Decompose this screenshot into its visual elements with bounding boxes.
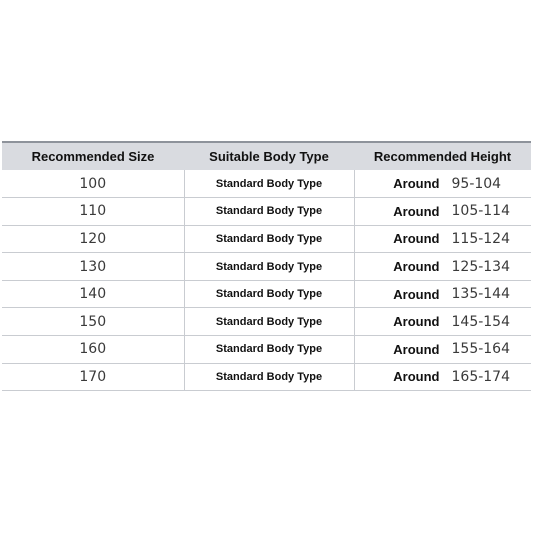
table-row <box>2 308 531 336</box>
cell-suitable-body-type: Standard Body Type <box>184 308 354 336</box>
height-around-label: Around <box>393 369 440 385</box>
height-range-value: 165-174 <box>451 368 510 385</box>
cell-recommended-height <box>354 253 531 281</box>
height-around-label: Around <box>393 231 440 247</box>
height-around-label: Around <box>393 259 440 275</box>
cell-recommended-height <box>354 198 531 226</box>
table-row <box>2 280 531 308</box>
cell-recommended-height <box>354 308 531 336</box>
height-around-label: Around <box>393 341 440 357</box>
cell-recommended-height <box>354 280 531 308</box>
height-around-label: Around <box>393 286 440 302</box>
height-around-label: Around <box>393 176 440 192</box>
cell-suitable-body-type: Standard Body Type <box>184 225 354 253</box>
cell-recommended-height <box>354 336 531 364</box>
table-row <box>2 336 531 364</box>
cell-recommended-size: 100 <box>2 170 184 198</box>
table-header-row <box>2 142 531 170</box>
header-recommended-size: Recommended Size <box>2 142 184 170</box>
cell-suitable-body-type: Standard Body Type <box>184 336 354 364</box>
cell-recommended-size: 130 <box>2 253 184 281</box>
table-row <box>2 363 531 391</box>
table-row <box>2 253 531 281</box>
cell-recommended-size: 120 <box>2 225 184 253</box>
cell-suitable-body-type: Standard Body Type <box>184 280 354 308</box>
height-around-label: Around <box>393 314 440 330</box>
height-range-value: 145-154 <box>451 313 510 330</box>
cell-recommended-size: 170 <box>2 363 184 391</box>
cell-recommended-height <box>354 363 531 391</box>
size-chart-table <box>2 141 531 391</box>
cell-suitable-body-type: Standard Body Type <box>184 170 354 198</box>
cell-suitable-body-type: Standard Body Type <box>184 198 354 226</box>
table-row <box>2 225 531 253</box>
cell-recommended-size: 150 <box>2 308 184 336</box>
height-around-label: Around <box>393 203 440 219</box>
height-range-value: 135-144 <box>451 286 510 303</box>
cell-suitable-body-type: Standard Body Type <box>184 253 354 281</box>
height-range-value: 155-164 <box>451 341 510 358</box>
cell-recommended-size: 140 <box>2 280 184 308</box>
header-recommended-height: Recommended Height <box>354 142 531 170</box>
table-row <box>2 170 531 198</box>
cell-suitable-body-type: Standard Body Type <box>184 363 354 391</box>
table-body <box>2 170 531 391</box>
height-range-value: 115-124 <box>451 230 510 247</box>
height-range-value: 105-114 <box>451 203 510 220</box>
header-suitable-body-type: Suitable Body Type <box>184 142 354 170</box>
cell-recommended-height <box>354 170 531 198</box>
table-row <box>2 198 531 226</box>
cell-recommended-size: 110 <box>2 198 184 226</box>
cell-recommended-height <box>354 225 531 253</box>
cell-recommended-size: 160 <box>2 336 184 364</box>
height-range-value: 95-104 <box>451 175 502 192</box>
height-range-value: 125-134 <box>451 258 510 275</box>
